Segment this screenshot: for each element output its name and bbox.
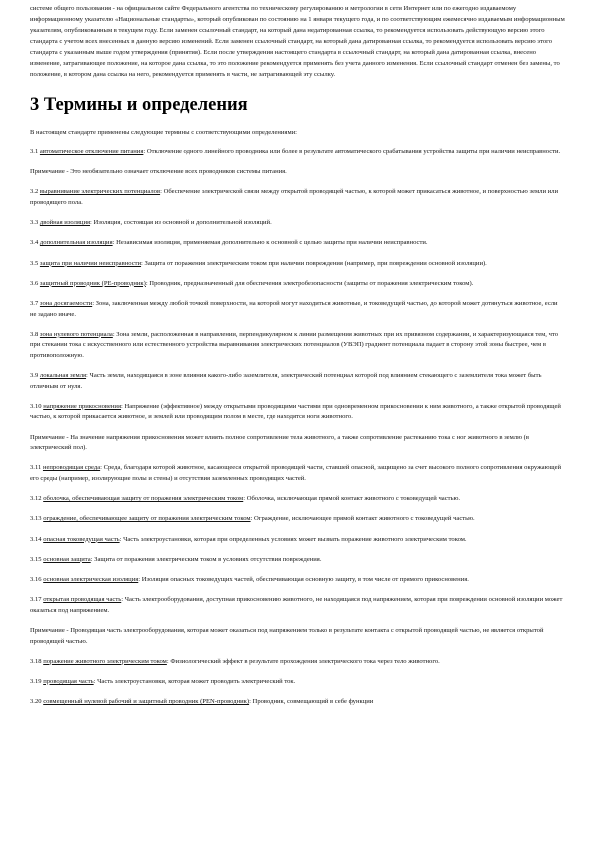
term-definition: : Напряжение (эффективное) между открытыми проводящими частями при одновременном прикосновении к ним животного, а также открытой проводящей частью, к которой прикасается животное, и землей или проводящим полом в месте, где находятся ноги животного. (30, 402, 561, 421)
term-definition: : Часть электроустановки, которая при определенных условиях может вызвать поражение животного электрическим током. (119, 535, 467, 543)
term-entry (30, 514, 565, 525)
term-number: 3.17 (30, 596, 42, 604)
term-entry (30, 575, 565, 586)
term-name: зона нулевого потенциала (39, 330, 113, 338)
term-name: непроводящая среда (42, 464, 101, 472)
term-number: 3.12 (30, 495, 42, 503)
term-name: двойная изоляция (39, 219, 91, 227)
term-name: выравнивание электрических потенциалов (39, 188, 161, 196)
term-definition: : Часть электрооборудования, доступная прикосновению животного, не находящаяся под напряжением, которая при повреждении основной изоляции может оказаться под напряжением. (30, 596, 563, 614)
term-name: проводящая часть (43, 677, 94, 685)
term-definition: : Отключение одного линейного проводника или более в результате автоматического срабатывания устройства защиты при наличии неисправности. (143, 148, 561, 155)
term-entry (30, 555, 565, 566)
term-entry (30, 259, 565, 270)
term-definition: : Обеспечение электрической связи между открытой проводящей частью, к которой может прикасаться животное, и поверхностью земли или проводящего пола. (30, 188, 558, 206)
term-name: локальная земля (39, 372, 87, 380)
term-entry (30, 677, 565, 688)
term-name: напряжение прикосновения (43, 402, 121, 410)
term-number: 3.2 (30, 188, 39, 196)
term-entry (30, 402, 565, 423)
term-number: 3.6 (30, 279, 39, 287)
term-definition: : Зона, заключенная между любой точкой поверхности, на которой могут находиться животные, и токоведущей частью, до которой может дотянуться животное, если не задано иначе. (30, 299, 558, 318)
term-number: 3.19 (30, 677, 42, 685)
term-definition: : Проводник, предназначенный для обеспечения электробезопасности (защиты от поражения электрическим током). (145, 279, 474, 287)
term-definition: : Изоляция, состоящая из основной и дополнительной изоляций. (90, 219, 272, 227)
term-name: защита при наличии неисправности (39, 259, 142, 267)
term-definition: : Часть электроустановки, которая может проводить электрический ток. (93, 677, 296, 685)
term-definition: : Защита от поражения электрическим током в условиях отсутствия повреждения. (90, 555, 322, 563)
term-number: 3.14 (30, 535, 42, 543)
term-definition: : Зона земли, расположенная в направлении, перпендикулярном к линии размещения животных при их привязном содержании, и характеризующаяся тем, что при стекании тока с искусственного или естественного устройства выравнивания электрических потенциалов (УВЭП) градиент потенциала падает в сторону этой зоны быстрее, чем в противоположную. (30, 330, 559, 359)
term-entry (30, 147, 565, 158)
term-definition: : Проводник, совмещающий в себе функции (249, 698, 374, 706)
term-name: дополнительная изоляция (39, 239, 113, 247)
term-entry (30, 187, 565, 208)
term-entry (30, 330, 565, 362)
term-number: 3.18 (30, 657, 42, 665)
term-entry (30, 279, 565, 290)
term-number: 3.16 (30, 575, 42, 583)
term-definition: : Среда, благодаря которой животное, касающееся открытой проводящей части, ставшей опасной, защищено за счет высокого полного сопротивления окружающей его среды (например, изолирующие полы и стены) и отсутствия заземленных проводящих частей. (30, 464, 562, 482)
term-entry (30, 494, 565, 505)
term-number: 3.7 (30, 299, 39, 307)
term-name: основная электрическая изоляция (43, 575, 139, 583)
term-name: основная защита (43, 555, 91, 563)
term-entry (30, 238, 565, 249)
term-number: 3.8 (30, 330, 39, 338)
term-number: 3.1 (30, 148, 39, 155)
term-name: ограждение, обеспечивающее защиту от поражения электрическим током (43, 515, 251, 523)
term-entry (30, 218, 565, 229)
term-entry (30, 697, 565, 708)
term-entry (30, 463, 565, 484)
term-name: автоматическое отключение питания (39, 148, 144, 155)
term-number: 3.5 (30, 259, 39, 267)
term-definition: : Часть земли, находящаяся в зоне влияния какого-либо заземлителя, электрический потенциал которой под влиянием стекающего с заземлителя тока может быть отличным от нуля. (30, 372, 542, 390)
term-number: 3.3 (30, 219, 39, 227)
term-entry (30, 595, 565, 616)
term-definition: : Изоляция опасных токоведущих частей, обеспечивающая основную защиту, в том числе от прямого прикосновения. (138, 575, 469, 583)
term-definition: : Защита от поражения электрическим током при наличии повреждения (например, при повреждении основной изоляции). (141, 259, 487, 267)
term-number: 3.9 (30, 372, 39, 380)
section-title: 3 Термины и определения (30, 95, 248, 115)
term-definition: : Физиологический эффект в результате прохождения электрического тока через тело животного. (166, 657, 440, 665)
term-name: оболочка, обеспечивающая защиту от поражения электрическим током (43, 495, 244, 503)
term-number: 3.4 (30, 239, 39, 247)
term-definition: : Независимая изоляция, применяемая дополнительно к основной с целью защиты при наличии неисправности. (112, 239, 428, 247)
term-number: 3.20 (30, 698, 42, 706)
term-name: поражение животного электрическим током (43, 657, 167, 665)
intro-paragraph: системе общего пользования - на официальном сайте Федерального агентства по техническому регулированию и метрологии в сети Интернет или по ежегодно издаваемому информационному указателю «Национальные стандарты», который опубликован по состоянию на 1 января текущего года, и по соответствующим ежемесячно издаваемым информационным указателям, опубликованным в текущем году. Если заменен ссылочный стандарт, на который дана недатированная ссылка, то рекомендуется использовать действующую версию этого стандарта с учетом всех внесенных в данную версию изменений. Если заменен ссылочный стандарт, на который дана датированная ссылка, то рекомендуется использовать версию этого стандарта с указанным выше годом утверждения (принятия). Если после утверждения настоящего стандарта в ссылочный стандарт, на который дана датированная ссылка, внесено изменение, затрагивающее положение, на которое дана ссылка, то это положение рекомендуется применять без учета данного изменения. Если ссылочный стандарт отменен без замены, то положение, в котором дана ссылка на него, рекомендуется применять в части, не затрагивающей эту ссылку. (30, 5, 565, 78)
term-name: открытая проводящая часть (43, 596, 122, 604)
section-lead: В настоящем стандарте применены следующие термины с соответствующими определениями: (30, 129, 298, 136)
note-paragraph: Примечание - Проводящая часть электрооборудования, которая может оказаться под напряжением только в результате контакта с открытой проводящей частью, не является открытой проводящей частью. (30, 626, 544, 645)
term-entry (30, 657, 565, 668)
note-paragraph: Примечание - На значение напряжения прикосновения может влиять полное сопротивление тела животного, а также сопротивление растеканию тока с ног животного в землю (в электрический пол). (30, 433, 529, 452)
term-name: опасная токоведущая часть (43, 535, 120, 543)
term-definition: : Ограждение, исключающее прямой контакт животного с токоведущей частью. (250, 515, 475, 523)
term-number: 3.15 (30, 555, 42, 563)
term-name: защитный проводник (PE-проводник) (39, 279, 146, 287)
term-number: 3.10 (30, 402, 42, 410)
term-number: 3.11 (30, 464, 42, 472)
term-name: совмещенный нулевой рабочий и защитный проводник (PEN-проводник) (43, 698, 250, 706)
term-entry (30, 371, 565, 392)
note-paragraph: Примечание - Это необязательно означает отключение всех проводников системы питания. (30, 168, 287, 176)
term-entry (30, 535, 565, 546)
term-name: зона досягаемости (39, 299, 93, 307)
term-number: 3.13 (30, 515, 42, 523)
terms-list (30, 147, 565, 708)
term-definition: : Оболочка, исключающая прямой контакт животного с токоведущей частью. (243, 495, 461, 503)
term-entry (30, 299, 565, 320)
